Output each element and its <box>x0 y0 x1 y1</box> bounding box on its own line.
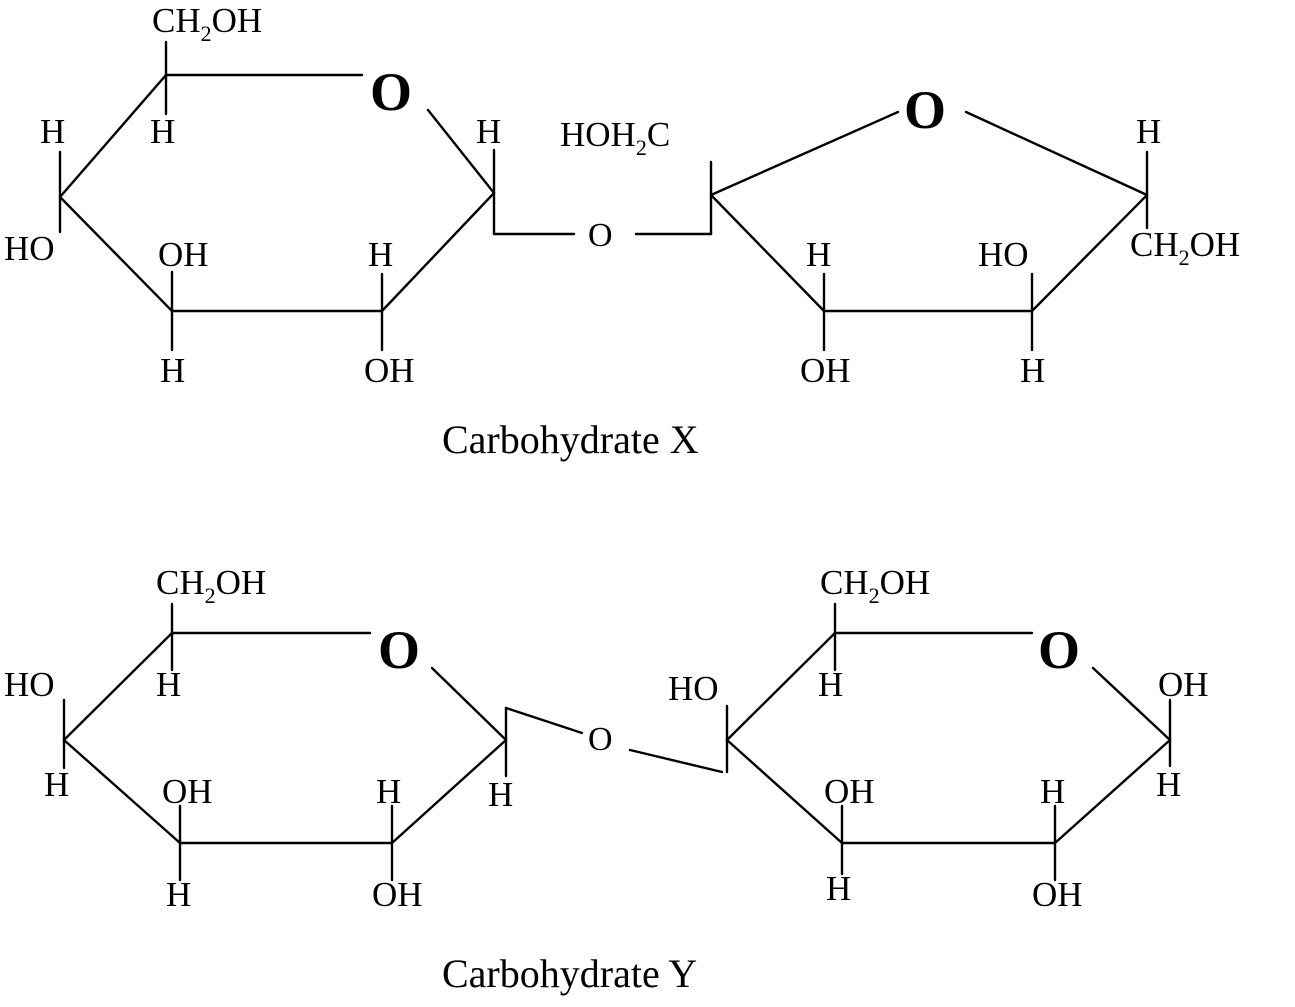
y-r1-ho-c4: HO <box>4 665 55 704</box>
y-r2-h-c1: H <box>1156 765 1182 804</box>
y-link-bond-right <box>630 750 722 772</box>
y-r1-ch2oh-label: $CH_2OH$ <box>156 563 267 608</box>
y-r2-ring-oxygen: O <box>1038 620 1081 680</box>
x-r1-bond-c3-c4 <box>60 197 172 311</box>
y-r1-h-c5: H <box>156 665 182 704</box>
x-r2-h-c3-top: H <box>806 235 832 274</box>
x-r1-h-c5: H <box>150 112 176 151</box>
y-r2-oh-c3-top: OH <box>824 772 875 811</box>
y-r2-oh-c2-bottom: OH <box>1032 875 1083 914</box>
x-r1-oh-c2-bottom: OH <box>364 351 415 390</box>
x-r2-oh-c3-bottom: OH <box>800 351 851 390</box>
x-r1-ho-c4: HO <box>4 229 55 268</box>
y-r1-h-c4-bottom: H <box>44 765 70 804</box>
y-r2-bond-c1-c2 <box>1055 740 1170 843</box>
x-r1-bond-c1-c2 <box>382 193 494 311</box>
carbohydrate-x-caption: Carbohydrate X <box>442 417 699 462</box>
x-r2-h-c5-top: H <box>1136 112 1162 151</box>
x-r2-bond-o-c5 <box>966 112 1147 195</box>
x-r2-h-c4-bottom: H <box>1020 351 1046 390</box>
x-r2-ho-c4-top: HO <box>978 235 1029 274</box>
y-ring1-bonds <box>64 604 506 880</box>
x-r1-ring-oxygen: O <box>370 62 413 122</box>
x-r2-bond-c2-o <box>711 112 898 195</box>
y-link-bond-left <box>506 708 582 733</box>
y-r2-oh-c1: OH <box>1158 665 1209 704</box>
carbohydrate-y-structure <box>4 563 1209 996</box>
x-ring1-bonds <box>60 42 494 350</box>
y-r1-ring-oxygen: O <box>378 620 421 680</box>
x-r2-ch2oh-label: $CH_2OH$ <box>1130 225 1241 270</box>
y-r1-h-c2-top: H <box>376 772 402 811</box>
x-r1-h-c1: H <box>476 112 502 151</box>
y-ring2-bonds <box>727 604 1170 880</box>
y-r2-h-c2-top: H <box>1040 772 1066 811</box>
y-r1-oh-c3-top: OH <box>162 772 213 811</box>
x-r2-ring-oxygen: O <box>904 80 947 140</box>
y-r1-bond-o-c1 <box>432 668 506 740</box>
y-r1-oh-c2-bottom: OH <box>372 875 423 914</box>
y-glycosidic-oxygen: O <box>588 721 613 758</box>
x-r1-ch2oh-label: $CH_2OH$ <box>152 1 263 46</box>
carbohydrate-x-structure <box>4 1 1240 462</box>
x-r1-oh-c3-top: OH <box>158 235 209 274</box>
x-r1-h-c4-top: H <box>40 112 66 151</box>
y-r1-h-c1: H <box>488 775 514 814</box>
y-r2-ho-c4: HO <box>668 669 719 708</box>
y-r1-h-c3-bottom: H <box>166 875 192 914</box>
x-r1-h-c3-bottom: H <box>160 351 186 390</box>
x-r1-h-c2-top: H <box>368 235 394 274</box>
x-ring2-bonds <box>711 112 1147 350</box>
y-glycosidic-link <box>506 708 722 772</box>
y-r2-h-c5: H <box>818 665 844 704</box>
x-glycosidic-oxygen: O <box>588 217 613 254</box>
carbohydrate-y-caption: Carbohydrate Y <box>442 951 698 996</box>
x-r2-hoh2c-label: $HOH_2C$ <box>560 115 671 160</box>
y-r2-h-c3-bottom: H <box>826 869 852 908</box>
y-r2-ch2oh-label: $CH_2OH$ <box>820 563 931 608</box>
